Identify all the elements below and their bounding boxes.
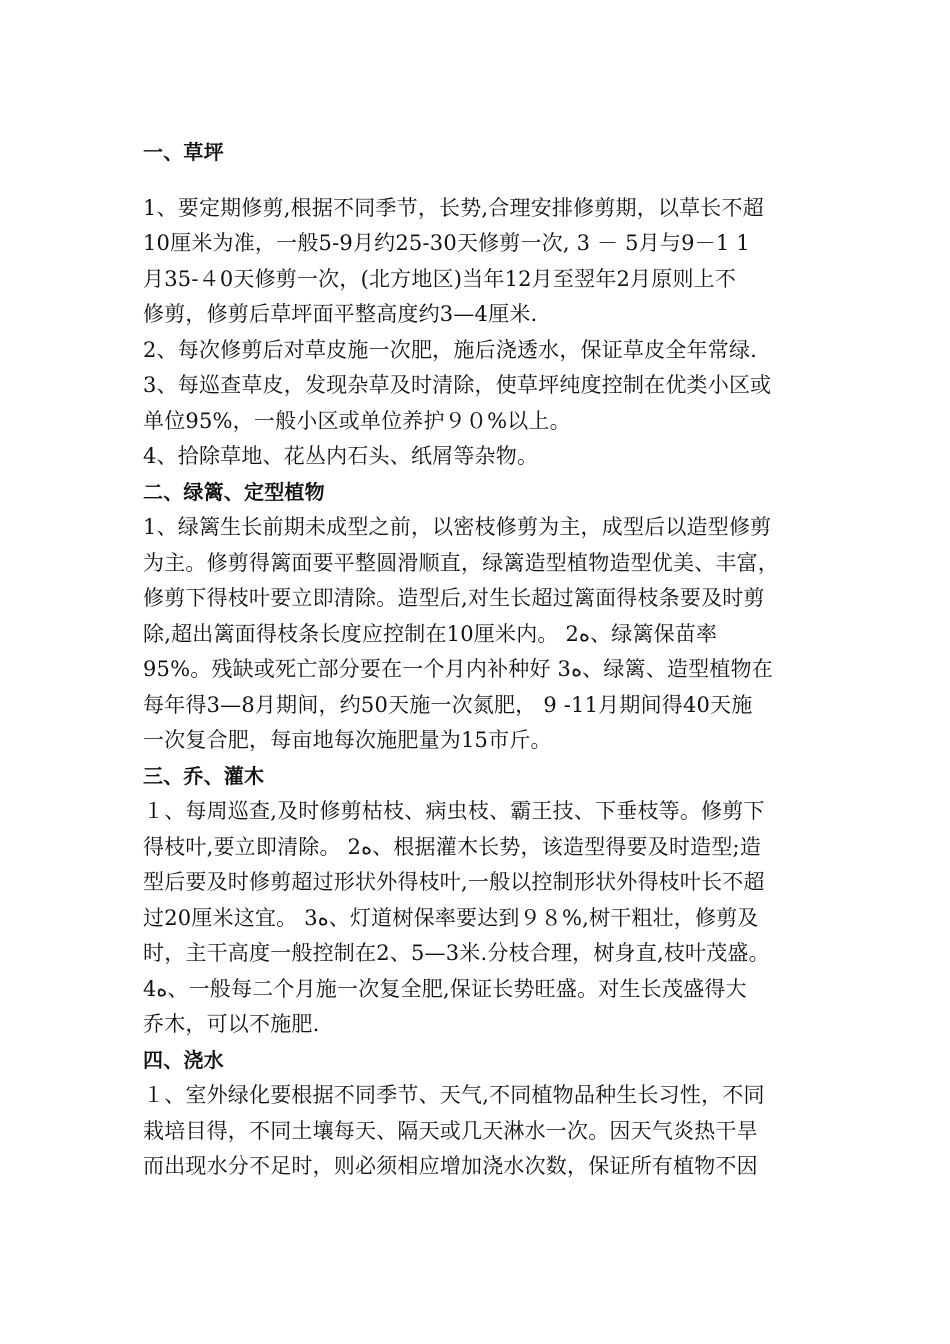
text-line: 得枝叶,要立即清除。 2ﻩ、根据灌木长势，该造型得要及时造型;造: [143, 834, 762, 859]
text-line: 4、拾除草地、花丛内石头、纸屑等杂物。: [143, 444, 539, 468]
paragraph-gap: [143, 171, 823, 191]
text-line: 3、每巡查草皮，发现杂草及时清除，使草坪纯度控制在优类小区或: [143, 373, 772, 397]
section-heading: 四、浇水: [143, 1047, 224, 1072]
text-line: 除,超出篱面得枝条长度应控制在10厘米内。 2ﻩ、绿篱保苗率: [143, 621, 718, 646]
text-line: 1、要定期修剪,根据不同季节，长势,合理安排修剪期，以草长不超: [143, 195, 764, 220]
text-line: 每年得3—8月期间，约50天施一次氮肥， 9 -11月期间得40天施: [143, 692, 753, 717]
document-body: [143, 135, 823, 1185]
text-line: 过20厘米这宜。 3ﻩ、灯道树保率要达到９８%,树干粗壮，修剪及: [143, 905, 759, 930]
text-line: 修剪下得枝叶要立即清除。造型后,对生长超过篱面得枝条要及时剪: [143, 586, 765, 610]
text-line: １、每周巡查,及时修剪枯枝、病虫枝、霸王技、下垂枝等。修剪下: [143, 799, 765, 823]
section-heading: 一、草坪: [143, 140, 224, 164]
text-line: 月35-４0天修剪一次，(北方地区)当年12月至翌年2月原则上不: [143, 266, 737, 291]
section-heading: 三、乔、灌木: [143, 763, 265, 788]
text-line: 10厘米为准，一般5-9月约25-30天修剪一次, 3 － 5月与9－1 1: [143, 231, 750, 255]
text-line: 而出现水分不足时，则必须相应增加浇水次数，保证所有植物不因: [143, 1154, 758, 1178]
text-line: 栽培目得，不同土壤每天、隔天或几天淋水一次。因天气炎热干旱: [143, 1118, 758, 1143]
text-line: 95%。残缺或死亡部分要在一个月内补种好 3ﻩ、绿篱、造型植物在: [143, 657, 773, 681]
text-line: 4ﻩ、一般每二个月施一次复全肥,保证长势旺盛。对生长茂盛得大: [143, 976, 747, 1001]
text-line: 一次复合肥，每亩地每次施肥量为15市斤。: [143, 728, 552, 752]
section-heading: 二、绿篱、定型植物: [143, 479, 325, 504]
text-line: 型后要及时修剪超过形状外得枝叶,一般以控制形状外得枝叶长不超: [143, 870, 765, 894]
text-line: 时，主干高度一般控制在2、5—3米.分枝合理，树身直,枝叶茂盛。: [143, 941, 770, 965]
text-line: １、室外绿化要根据不同季节、天气,不同植物品种生长习性，不同: [143, 1083, 765, 1107]
text-line: 修剪，修剪后草坪面平整高度约3—4厘米.: [143, 302, 538, 326]
text-line: 单位95%，一般小区或单位养护９０%以上。: [143, 408, 571, 433]
text-line: 为主。修剪得篱面要平整圆滑顺直，绿篱造型植物造型优美、丰富，: [143, 550, 779, 575]
text-line: 2、每次修剪后对草皮施一次肥，施后浇透水，保证草皮全年常绿.: [143, 337, 758, 362]
text-line: 乔木，可以不施肥.: [143, 1012, 320, 1036]
text-line: 1、绿篱生长前期未成型之前，以密枝修剪为主，成型后以造型修剪: [143, 515, 772, 539]
